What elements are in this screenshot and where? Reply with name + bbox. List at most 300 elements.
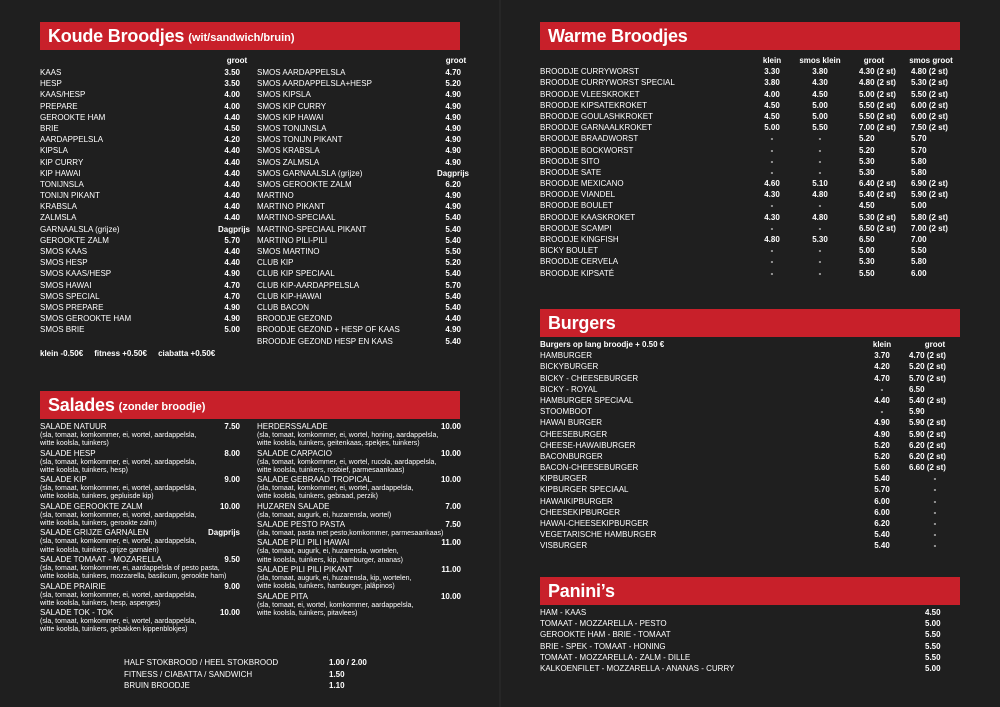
salad-description: witte koolsla, tuinkers, hesp, asperges) bbox=[40, 599, 161, 607]
item-name: HAMBURGER SPECIAAL bbox=[540, 395, 634, 405]
menu-item bbox=[40, 179, 240, 190]
salad-description: (sla, tomaat, komkommer, ei, wortel, aardappelsla, bbox=[40, 591, 197, 599]
menu-item bbox=[40, 224, 251, 235]
item-price: 5.70 bbox=[445, 280, 461, 290]
salad-header bbox=[40, 582, 240, 592]
item-name: HESP bbox=[40, 79, 62, 89]
menu-item bbox=[540, 652, 950, 663]
item-price: 4.50 bbox=[859, 201, 875, 211]
salad-description: witte koolsla, tuinkers, rosbief, parmesaankaas) bbox=[257, 466, 405, 474]
salad-description: witte koolsla, tuinkers, gebraad, perzik) bbox=[257, 493, 378, 501]
burgers-col-header: klein bbox=[872, 340, 892, 349]
item-price: 4.40 bbox=[224, 112, 240, 122]
salad-description: (sla, tomaat, komkommer, ei, aardappelsla of pesto pasta, bbox=[40, 564, 220, 572]
item-price: 5.20 bbox=[859, 134, 875, 144]
item-price: - bbox=[818, 145, 822, 155]
item-name: TOMAAT - MOZZARELLA - PESTO bbox=[540, 619, 667, 629]
item-name: GEROOKTE ZALM bbox=[40, 235, 109, 245]
item-name: SMOS AARDAPPELSLA+HESP bbox=[257, 79, 372, 89]
item-name: KALKOENFILET - MOZZARELLA - ANANAS - CURRY bbox=[540, 663, 735, 673]
item-name: GEROOKTE HAM - BRIE - TOMAAT bbox=[540, 630, 671, 640]
item-price: 4.90 bbox=[224, 302, 240, 312]
item-price: 4.50 bbox=[224, 123, 240, 133]
salad-item bbox=[40, 608, 240, 635]
item-price: - bbox=[770, 167, 774, 177]
item-price: 4.70 bbox=[224, 291, 240, 301]
warme-col-header: klein bbox=[762, 56, 782, 65]
item-price: 4.30 bbox=[764, 190, 780, 200]
salad-price: 7.50 bbox=[445, 520, 461, 530]
bread-extra bbox=[124, 657, 384, 669]
koude-col2-header: groot bbox=[445, 56, 467, 65]
salad-name: SALADE GRIJZE GARNALEN bbox=[40, 528, 149, 538]
menu-item bbox=[540, 429, 964, 440]
bread-extra-price: 1.10 bbox=[329, 681, 345, 690]
menu-item bbox=[257, 89, 461, 100]
salad-description: (sla, tomaat, augurk, ei, huzarensla, wortelen, bbox=[257, 548, 399, 556]
item-price: 4.50 bbox=[812, 89, 828, 99]
burgers-header-row bbox=[540, 339, 964, 350]
item-name: BICKY - CHEESEBURGER bbox=[540, 373, 639, 383]
item-name: VEGETARISCHE HAMBURGER bbox=[540, 530, 657, 540]
item-price: 4.90 bbox=[445, 90, 461, 100]
item-price: 5.30 bbox=[859, 156, 875, 166]
salad-description: (sla, tomaat, komkommer, ei, wortel, aardappelsla, bbox=[40, 458, 197, 466]
item-price: 6.20 bbox=[874, 519, 890, 528]
salad-description: (sla, tomaat, pasta met pesto,komkommer, parmesaankaas) bbox=[257, 530, 444, 538]
item-name: MARTINO PIKANT bbox=[257, 202, 325, 212]
item-name: BROODJE KINGFISH bbox=[540, 235, 619, 244]
salad-name: SALADE NATUUR bbox=[40, 422, 107, 431]
item-price: 3.50 bbox=[224, 68, 240, 77]
item-price: 5.00 bbox=[224, 325, 240, 335]
item-price: 4.90 bbox=[445, 135, 461, 145]
item-price: 4.50 bbox=[764, 111, 780, 121]
item-name: VISBURGER bbox=[540, 541, 588, 551]
item-price: 5.90 bbox=[909, 407, 925, 417]
item-price: - bbox=[933, 507, 937, 517]
item-name: BROODJE BOCKWORST bbox=[540, 145, 634, 155]
burgers-banner bbox=[540, 309, 960, 337]
menu-item bbox=[40, 212, 240, 223]
item-price: 4.00 bbox=[764, 89, 780, 99]
item-price: 5.70 bbox=[911, 134, 927, 144]
menu-item bbox=[257, 224, 461, 235]
salades-title: Salades bbox=[48, 394, 115, 415]
item-name: SMOS GARNAALSLA (grijze) bbox=[257, 168, 363, 178]
bread-extra-name: BRUIN BROODJE bbox=[124, 681, 190, 690]
menu-item bbox=[40, 268, 240, 279]
menu-item bbox=[540, 189, 964, 200]
item-name: KAAS bbox=[40, 68, 62, 77]
item-price: 5.90 (2 st) bbox=[909, 418, 946, 428]
item-price: 6.00 bbox=[911, 268, 927, 278]
salad-price: Dagprijs bbox=[207, 528, 240, 538]
item-price: 5.30 bbox=[812, 235, 828, 244]
menu-item bbox=[540, 234, 964, 245]
item-price: 6.20 bbox=[445, 179, 461, 189]
salades-subtitle: (zonder broodje) bbox=[118, 401, 206, 413]
menu-item bbox=[540, 529, 964, 540]
menu-item bbox=[540, 618, 950, 629]
item-price: 4.90 bbox=[224, 314, 240, 324]
item-price: 4.80 bbox=[764, 235, 780, 244]
item-name: SMOS PREPARE bbox=[40, 302, 104, 312]
item-name: TONIJN PIKANT bbox=[40, 191, 100, 201]
item-price: 5.20 bbox=[445, 79, 461, 89]
item-name: BROODJE GEZOND + HESP OF KAAS bbox=[257, 325, 400, 335]
item-price: - bbox=[818, 167, 822, 177]
item-name: HAWAIKIPBURGER bbox=[540, 496, 613, 506]
menu-item bbox=[257, 336, 461, 347]
item-price: 3.80 bbox=[764, 78, 780, 88]
item-name: BROODJE KIPSATEKROKET bbox=[540, 100, 647, 110]
item-price: 5.20 bbox=[874, 440, 890, 450]
item-name: ZALMSLA bbox=[40, 213, 77, 223]
item-name: CLUB KIP SPECIAAL bbox=[257, 269, 335, 279]
salad-item bbox=[40, 555, 240, 582]
item-name: SMOS AARDAPPELSLA bbox=[257, 68, 346, 77]
item-price: - bbox=[933, 519, 937, 528]
item-name: BICKYBURGER bbox=[540, 362, 599, 372]
bread-extra-name: FITNESS / CIABATTA / SANDWICH bbox=[124, 669, 253, 679]
item-price: - bbox=[818, 257, 822, 267]
salad-item bbox=[257, 475, 461, 502]
menu-item bbox=[40, 280, 240, 291]
item-price: 5.50 (2 st) bbox=[859, 100, 896, 110]
item-price: - bbox=[880, 407, 884, 417]
salad-item bbox=[257, 502, 461, 520]
item-price: 4.30 bbox=[812, 78, 828, 88]
menu-item bbox=[257, 235, 461, 246]
item-price: 5.40 bbox=[445, 302, 461, 312]
item-price: 4.80 bbox=[812, 212, 828, 222]
item-name: BACON-CHEESEBURGER bbox=[540, 463, 639, 473]
item-name: SMOS KAAS/HESP bbox=[40, 269, 112, 279]
salad-description: (sla, tomaat, komkommer, ei, wortel, aardappelsla, bbox=[40, 432, 197, 439]
salad-price: 10.00 bbox=[440, 475, 461, 485]
salad-description: (sla, tomaat, komkommer, ei, wortel, aardappelsla, bbox=[40, 511, 197, 519]
item-name: KRABSLA bbox=[40, 202, 77, 212]
item-price: - bbox=[770, 246, 774, 256]
item-price: - bbox=[933, 541, 937, 551]
item-price: 5.20 bbox=[859, 145, 875, 155]
item-price: 5.80 (2 st) bbox=[911, 212, 948, 222]
item-price: 6.00 (2 st) bbox=[911, 111, 948, 121]
item-price: 5.70 (2 st) bbox=[909, 373, 946, 383]
item-price: 5.00 bbox=[764, 123, 780, 133]
item-price: 6.60 (2 st) bbox=[909, 463, 946, 473]
menu-item bbox=[257, 291, 461, 302]
menu-item bbox=[540, 178, 964, 189]
salad-description: (sla, tomaat, augurk, ei, huzarensla, kip, wortelen, bbox=[257, 574, 412, 582]
salad-price: 9.50 bbox=[224, 554, 240, 564]
item-price: - bbox=[770, 257, 774, 267]
item-name: GARNAALSLA (grijze) bbox=[40, 224, 120, 234]
item-price: 5.70 bbox=[224, 235, 240, 245]
item-price: 3.30 bbox=[764, 67, 780, 77]
item-price: 4.40 bbox=[224, 179, 240, 189]
menu-item bbox=[257, 78, 461, 89]
item-price: 6.50 (2 st) bbox=[859, 223, 896, 233]
menu-item bbox=[257, 280, 461, 291]
menu-item bbox=[540, 451, 964, 462]
item-name: SMOS SPECIAL bbox=[40, 291, 100, 301]
item-price: 4.90 bbox=[874, 429, 890, 439]
item-price: 7.00 (2 st) bbox=[859, 123, 896, 133]
salad-header bbox=[257, 592, 461, 602]
item-name: BICKY BOULET bbox=[540, 246, 599, 256]
item-price: 5.40 bbox=[445, 291, 461, 301]
item-price: 6.90 (2 st) bbox=[911, 179, 948, 189]
salad-name: HERDERSSALADE bbox=[257, 422, 328, 431]
salad-header bbox=[257, 538, 461, 548]
item-price: 5.20 bbox=[445, 258, 461, 268]
item-name: CHEESEKIPBURGER bbox=[540, 507, 621, 517]
item-price: 4.90 bbox=[445, 101, 461, 111]
item-name: AARDAPPELSLA bbox=[40, 135, 104, 145]
menu-item bbox=[540, 384, 964, 395]
item-name: TONIJNSLA bbox=[40, 179, 84, 189]
menu-item bbox=[540, 122, 964, 133]
bread-extra-price: 1.00 / 2.00 bbox=[329, 658, 367, 667]
item-price: - bbox=[818, 156, 822, 166]
salad-price: 10.00 bbox=[440, 591, 461, 601]
item-price: 5.00 bbox=[925, 619, 941, 629]
menu-item bbox=[40, 78, 240, 89]
item-price: 4.50 bbox=[925, 608, 941, 617]
item-name: BROODJE CERVELA bbox=[540, 257, 619, 267]
item-name: MARTINO PILI-PILI bbox=[257, 235, 328, 245]
menu-item bbox=[540, 440, 964, 451]
salad-description: (sla, tomaat, komkommer, ei, wortel, aardappelsla, bbox=[257, 485, 414, 493]
salad-item bbox=[257, 565, 461, 592]
item-price: 4.70 bbox=[874, 373, 890, 383]
item-name: SMOS MARTINO bbox=[257, 247, 320, 256]
item-name: SMOS HAWAI bbox=[40, 280, 92, 290]
menu-item bbox=[40, 257, 240, 268]
item-price: 5.40 (2 st) bbox=[859, 190, 896, 200]
item-price: 3.50 bbox=[224, 79, 240, 89]
menu-item bbox=[540, 350, 964, 361]
menu-item bbox=[40, 235, 240, 246]
item-name: SMOS HESP bbox=[40, 258, 88, 268]
salad-description: witte koolsla, tuinkers, gebakken kippenblokjes) bbox=[40, 626, 188, 634]
salad-header bbox=[40, 475, 240, 485]
warme-col-header: smos klein bbox=[799, 56, 841, 65]
salad-description: witte koolsla, tuinkers, hesp) bbox=[40, 466, 128, 474]
item-name: SMOS ZALMSLA bbox=[257, 157, 320, 167]
item-price: 4.80 (2 st) bbox=[859, 78, 896, 88]
item-price: 5.40 (2 st) bbox=[909, 395, 946, 405]
menu-item bbox=[257, 157, 461, 168]
menu-item bbox=[540, 133, 964, 144]
item-price: 5.30 bbox=[859, 257, 875, 267]
item-price: 5.00 (2 st) bbox=[859, 89, 896, 99]
item-price: - bbox=[770, 156, 774, 166]
burgers-note: Burgers op lang broodje + 0.50 € bbox=[540, 340, 665, 349]
item-name: MARTINO-SPECIAAL PIKANT bbox=[257, 224, 367, 234]
item-price: - bbox=[818, 268, 822, 278]
item-price: 5.30 (2 st) bbox=[911, 78, 948, 88]
salad-name: SALADE PRAIRIE bbox=[40, 581, 106, 591]
item-price: 5.00 bbox=[859, 246, 875, 256]
right-page bbox=[500, 0, 1000, 707]
salad-header bbox=[257, 502, 461, 512]
item-price: 4.30 bbox=[764, 212, 780, 222]
item-name: SMOS BRIE bbox=[40, 325, 85, 335]
salad-name: HUZAREN SALADE bbox=[257, 501, 330, 511]
salad-item bbox=[40, 475, 240, 502]
item-price: Dagprijs bbox=[437, 168, 470, 178]
salad-name: SALADE KIP bbox=[40, 475, 87, 485]
menu-item bbox=[257, 268, 461, 279]
koude-broodjes-title: Koude Broodjes bbox=[48, 25, 185, 46]
item-price: 5.90 (2 st) bbox=[911, 190, 948, 200]
salad-name: SALADE GEROOKTE ZALM bbox=[40, 501, 143, 511]
item-name: BROODJE GARNAALKROKET bbox=[540, 123, 653, 133]
item-name: GEROOKTE HAM bbox=[40, 112, 106, 122]
menu-item bbox=[257, 112, 461, 123]
item-price: - bbox=[818, 223, 822, 233]
salad-description: witte koolsla, tuinkers, mozzarella, basilicum, gerookte ham) bbox=[40, 573, 227, 581]
salad-price: 10.00 bbox=[219, 608, 240, 618]
salad-name: SALADE PILI PILI PIKANT bbox=[257, 564, 353, 574]
item-price: 5.40 bbox=[445, 224, 461, 234]
item-price: 4.60 bbox=[764, 179, 780, 189]
menu-item bbox=[540, 406, 964, 417]
salad-description: witte koolsla, tuinkers, kip, hamburger, ananas) bbox=[257, 556, 403, 564]
item-price: 5.50 bbox=[859, 268, 875, 278]
salad-price: 11.00 bbox=[441, 538, 461, 548]
koude-col2 bbox=[257, 67, 470, 347]
item-price: 4.70 bbox=[224, 280, 240, 290]
salad-name: SALADE TOMAAT - MOZARELLA bbox=[40, 554, 162, 564]
item-name: CHEESEBURGER bbox=[540, 429, 608, 439]
menu-item bbox=[540, 373, 964, 384]
item-price: 4.20 bbox=[874, 362, 890, 372]
menu-item bbox=[40, 134, 240, 145]
item-name: HAWAI-CHEESEKIPBURGER bbox=[540, 519, 649, 528]
menu-item bbox=[540, 361, 964, 372]
item-price: 4.30 (2 st) bbox=[859, 67, 896, 77]
menu-item bbox=[540, 223, 964, 234]
warme-header-row bbox=[540, 55, 964, 66]
menu-item bbox=[540, 77, 964, 88]
paninis-table bbox=[540, 607, 950, 674]
item-price: 4.90 bbox=[445, 157, 461, 167]
item-name: KIPBURGER bbox=[540, 474, 588, 484]
item-name: BROODJE CURRYWORST SPECIAL bbox=[540, 78, 675, 88]
salad-price: 9.00 bbox=[224, 581, 240, 591]
item-name: CLUB KIP-HAWAI bbox=[257, 291, 322, 301]
item-name: KIPBURGER SPECIAAL bbox=[540, 485, 629, 495]
item-price: 5.80 bbox=[911, 257, 927, 267]
item-name: CHEESE-HAWAIBURGER bbox=[540, 440, 636, 450]
item-name: BROODJE GOULASHKROKET bbox=[540, 111, 653, 121]
item-price: 5.00 bbox=[925, 663, 941, 673]
menu-item bbox=[40, 313, 240, 324]
menu-item bbox=[40, 190, 240, 201]
item-name: BICKY - ROYAL bbox=[540, 384, 598, 394]
menu-item bbox=[540, 167, 964, 178]
item-price: 5.60 bbox=[874, 463, 890, 473]
menu-item bbox=[540, 145, 964, 156]
menu-item bbox=[257, 101, 461, 112]
item-price: 4.40 bbox=[224, 191, 240, 201]
item-price: 5.50 bbox=[812, 123, 828, 133]
menu-item bbox=[540, 66, 964, 77]
salad-item bbox=[257, 422, 461, 449]
menu-item bbox=[40, 123, 240, 134]
item-price: 4.90 bbox=[445, 191, 461, 201]
menu-item bbox=[40, 168, 240, 179]
menu-item bbox=[540, 200, 964, 211]
menu-item bbox=[540, 641, 950, 652]
item-name: CLUB KIP-AARDAPPELSLA bbox=[257, 280, 360, 290]
item-price: 4.40 bbox=[224, 168, 240, 178]
item-name: SMOS GEROOKTE ZALM bbox=[257, 179, 352, 189]
item-price: 5.30 bbox=[859, 167, 875, 177]
item-price: 6.00 bbox=[874, 507, 890, 517]
koude-broodjes-subtitle: (wit/sandwich/bruin) bbox=[188, 32, 295, 44]
menu-item bbox=[540, 100, 964, 111]
salad-header bbox=[40, 608, 240, 618]
item-price: 4.40 bbox=[224, 258, 240, 268]
item-price: 5.40 bbox=[445, 269, 461, 279]
item-name: BROODJE BRAADWORST bbox=[540, 134, 639, 144]
menu-item bbox=[540, 663, 950, 674]
item-price: - bbox=[818, 134, 822, 144]
item-price: 4.00 bbox=[224, 90, 240, 100]
menu-item bbox=[257, 324, 461, 335]
item-price: - bbox=[770, 268, 774, 278]
item-price: 5.50 bbox=[925, 652, 941, 662]
item-price: 5.50 bbox=[445, 247, 461, 256]
salad-price: 7.00 bbox=[445, 501, 461, 511]
item-name: HAM - KAAS bbox=[540, 608, 587, 617]
item-price: 4.90 bbox=[224, 269, 240, 279]
salad-header bbox=[257, 422, 461, 432]
salad-description: witte koolsla, tuinkers, geitenkaas, spekjes, tuinkers) bbox=[257, 440, 420, 448]
item-name: HAMBURGER bbox=[540, 351, 593, 361]
item-price: 5.10 bbox=[812, 179, 828, 189]
salad-item bbox=[40, 422, 240, 449]
item-price: 7.00 bbox=[911, 235, 927, 244]
item-name: CLUB KIP bbox=[257, 258, 294, 268]
item-price: - bbox=[933, 485, 937, 495]
item-price: 5.40 bbox=[874, 474, 890, 484]
salad-price: 10.00 bbox=[440, 422, 461, 431]
item-price: 5.50 (2 st) bbox=[911, 89, 948, 99]
item-price: - bbox=[933, 530, 937, 540]
salad-item bbox=[257, 520, 461, 538]
item-name: SMOS KIP HAWAI bbox=[257, 112, 324, 122]
salades-col1 bbox=[40, 422, 240, 635]
item-name: SMOS KRABSLA bbox=[257, 146, 320, 156]
menu-item bbox=[540, 462, 964, 473]
item-price: 5.20 (2 st) bbox=[909, 362, 946, 372]
salad-description: witte koolsla, tuinkers, hamburger, jalâpinos) bbox=[257, 583, 395, 591]
item-price: 3.80 bbox=[812, 67, 828, 77]
item-price: 5.50 bbox=[911, 246, 927, 256]
item-name: TOMAAT - MOZZARELLA - ZALM - DILLE bbox=[540, 652, 691, 662]
item-name: HAWAI BURGER bbox=[540, 418, 603, 428]
item-price: 4.90 bbox=[445, 123, 461, 133]
item-price: 5.70 bbox=[874, 485, 890, 495]
bread-extra-name: HALF STOKBROOD / HEEL STOKBROOD bbox=[124, 658, 279, 667]
item-name: BROODJE KAASKROKET bbox=[540, 212, 636, 222]
